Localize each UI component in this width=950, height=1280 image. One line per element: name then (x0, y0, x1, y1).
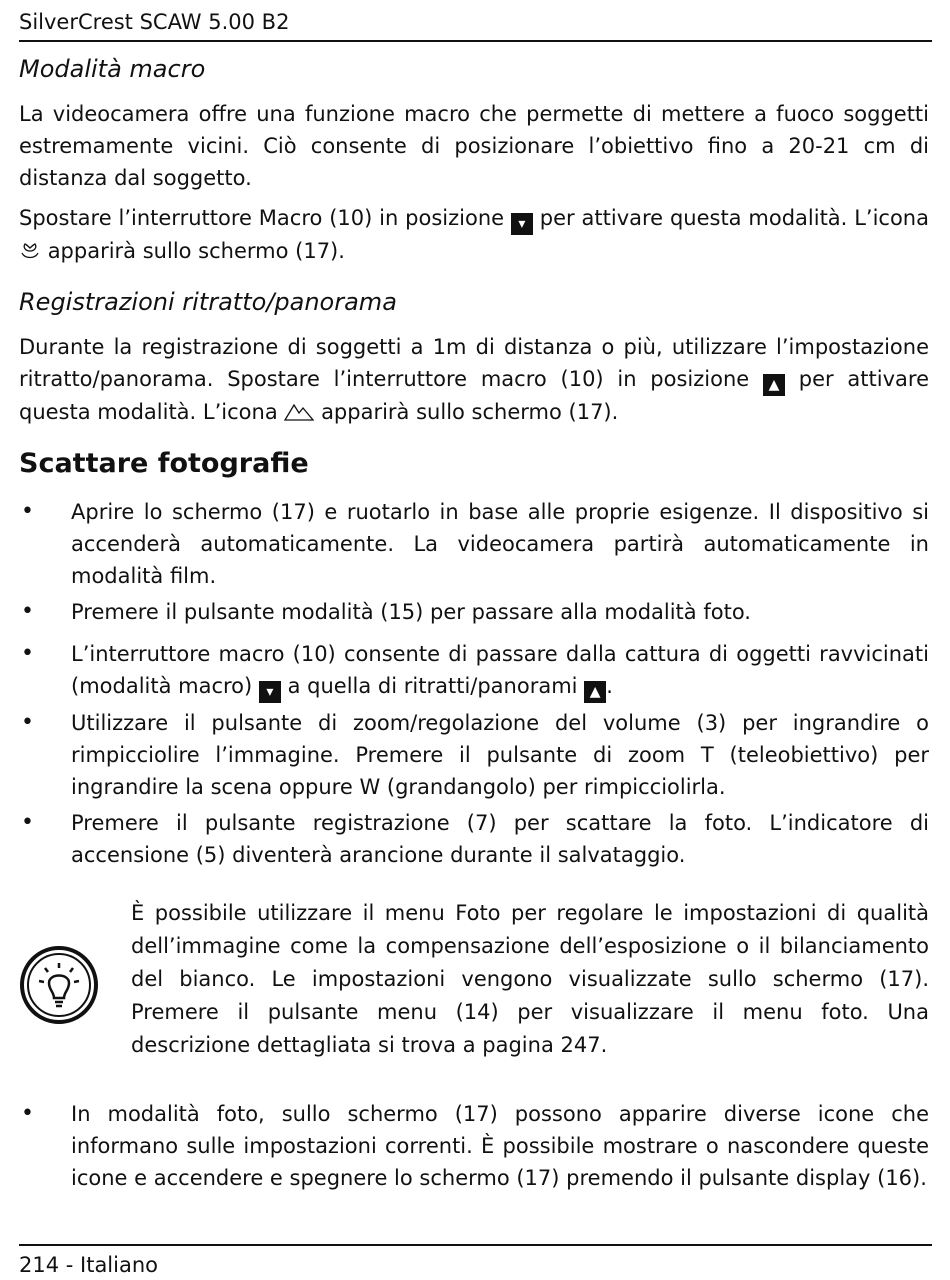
bullet3-text-b: a quella di ritratti/panorami (287, 674, 578, 698)
mountain-icon (284, 400, 314, 422)
macro-paragraph-2 (19, 202, 929, 267)
lightbulb-icon (19, 945, 99, 1025)
portrait-paragraph (19, 331, 929, 428)
bullet3-text-a: L’interruttore macro (10) consente di passare dalla cattura di oggetti ravvicinati (modalità macro) (71, 642, 929, 698)
list-item (19, 638, 929, 703)
photo-heading: Scattare fotografie (19, 448, 309, 479)
landscape-switch-icon: ▲ (584, 681, 606, 703)
flower-icon (19, 239, 41, 261)
page-header (19, 8, 932, 42)
macro-text-a: Spostare l’interruttore Macro (10) in posizione (19, 206, 505, 230)
macro-switch-icon: ▾ (511, 213, 533, 235)
bullet3-text-c: . (606, 674, 613, 698)
tip-text: È possibile utilizzare il menu Foto per regolare le impostazioni di qualità dell’immagine come la compensazione dell’esposizione o il bilanciamento del bianco. Le impostazioni vengono visualizzate sullo schermo (17). Premere il pulsante menu (14) per visualizzare il menu foto. Una descrizione dettagliata si trova a pagina 247. (131, 901, 929, 1057)
list-item: • In modalità foto, sullo schermo (17) possono apparire diverse icone che informano sulle impostazioni correnti. È possibile mostrare o nascondere queste icone e accendere e spegnere lo schermo (17) premendo il pulsante display (16). (19, 1098, 929, 1194)
macro-switch-icon: ▾ (259, 681, 281, 703)
page-number: 214 - Italiano (19, 1253, 159, 1277)
landscape-switch-icon: ▲ (763, 374, 785, 396)
macro-heading: Modalità macro (19, 55, 206, 83)
list-item: • Aprire lo schermo (17) e ruotarlo in base alle proprie esigenze. Il dispositivo si accenderà automaticamente. La videocamera partirà automaticamente in modalità film. (19, 496, 929, 592)
portrait-heading: Registrazioni ritratto/panorama (19, 288, 397, 316)
portrait-text-c: apparirà sullo schermo (17). (321, 400, 619, 424)
macro-text-b: per attivare questa modalità. L’icona (539, 206, 929, 230)
photo-bullet-list-2 (19, 1098, 929, 1194)
page-content (19, 52, 929, 1198)
header-title: SilverCrest SCAW 5.00 B2 (19, 10, 290, 34)
page-footer (19, 1244, 932, 1278)
macro-paragraph-1: La videocamera offre una funzione macro che permette di mettere a fuoco soggetti estremamente vicini. Ciò consente di posizionare l’obiettivo fino a 20-21 cm di distanza dal soggetto. (19, 102, 929, 190)
list-item: • Premere il pulsante registrazione (7) per scattare la foto. L’indicatore di accensione (5) diventerà arancione durante il salvataggio. (19, 807, 929, 871)
portrait-text-a: Durante la registrazione di soggetti a 1m di distanza o più, utilizzare l’impostazione ritratto/panorama. Spostare l’interruttore macro (10) in posizione (19, 335, 929, 391)
list-item: • Premere il pulsante modalità (15) per passare alla modalità foto. (19, 596, 929, 628)
tip-box (19, 897, 929, 1062)
list-item: • Utilizzare il pulsante di zoom/regolazione del volume (3) per ingrandire o rimpicciolire l’immagine. Premere il pulsante di zoom T (teleobiettivo) per ingrandire la scena oppure W (grandangolo) per rimpicciolirla. (19, 707, 929, 803)
portrait-text-b: per attivare questa modalità. L’icona (19, 367, 929, 424)
photo-bullet-list (19, 496, 929, 871)
macro-text-c: apparirà sullo schermo (17). (47, 239, 345, 263)
